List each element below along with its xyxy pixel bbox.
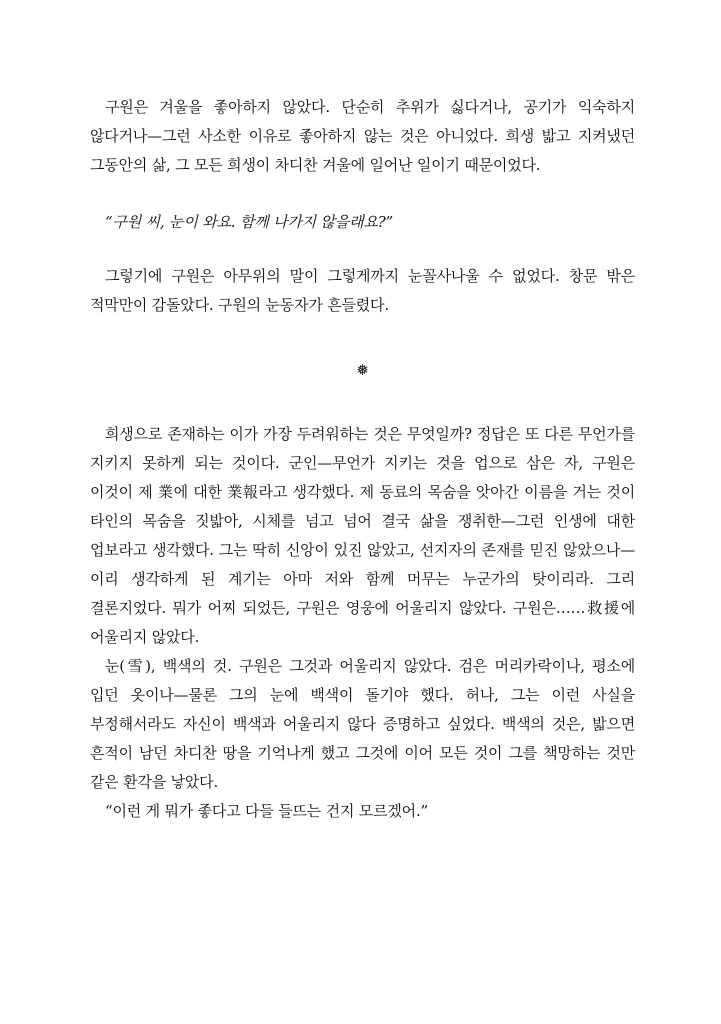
paragraph-intro: 구원은 겨울을 좋아하지 않았다. 단순히 추위가 싫다거나, 공기가 익숙하지 않다거나—그런 사소한 이유로 좋아하지 않는 것은 아니었다. 희생 밟고 지켜냈던 그동안의 삶, 그 모든 희생이 차디찬 겨울에 일어난 일이기 때문이었다. <box>90 98 635 174</box>
dialogue-closing: “이런 게 뭐가 좋다고 다들 들뜨는 건지 모르겠어.” <box>105 802 428 820</box>
paragraph-sacrifice: 희생으로 존재하는 이가 가장 두려워하는 것은 무엇일까? 정답은 또 다른 무언가를 지키지 못하게 되는 것이다. 군인—무언가 지키는 것을 업으로 삼은 자, 구원은 이것이 제 業에 대한 業報라고 생각했다. 제 동료의 목숨을 앗아간 이름을 거는 것이 타인의 목숨을 짓밟아, 시체를 넘고 넘어 결국 삶을 쟁취한—그런 인생에 대한 업보라고 생각했다. 그는 딱히 신앙이 있진 않았고, 선지자의 존재를 믿진 않았으나—이리 생각하게 된 계기는 아마 저와 함께 머무는 누군가의 탓이리라. 그리 결론지었다. 뭐가 어찌 되었든, 구원은 영웅에 어울리지 않았다. 구원은……救援에 어울리지 않았다. <box>90 425 635 646</box>
snowflake-ornament-icon: ❅ <box>356 361 369 379</box>
dialogue-invitation: “구원 씨, 눈이 와요. 함께 나가지 않을래요?” <box>105 213 393 231</box>
paragraph-window: 그렇기에 구원은 아무위의 말이 그렇게까지 눈꼴사나울 수 없었다. 창문 밖은 적막만이 감돌았다. 구원의 눈동자가 흔들렸다. <box>90 267 635 314</box>
paragraph-snow: 눈(雪), 백색의 것. 구원은 그것과 어울리지 않았다. 검은 머리카락이나, 평소에 입던 옷이나—물론 그의 눈에 백색이 돌기야 했다. 허나, 그는 이런 사실을 부정해서라도 자신이 백색과 어울리지 않다 증명하고 싶었다. 백색의 것은, 밟으면 흔적이 남던 차디찬 땅을 기억나게 했고 그것에 이어 모든 것이 그를 책망하는 것만 같은 환각을 낳았다. <box>90 657 635 791</box>
document-page <box>90 93 635 826</box>
